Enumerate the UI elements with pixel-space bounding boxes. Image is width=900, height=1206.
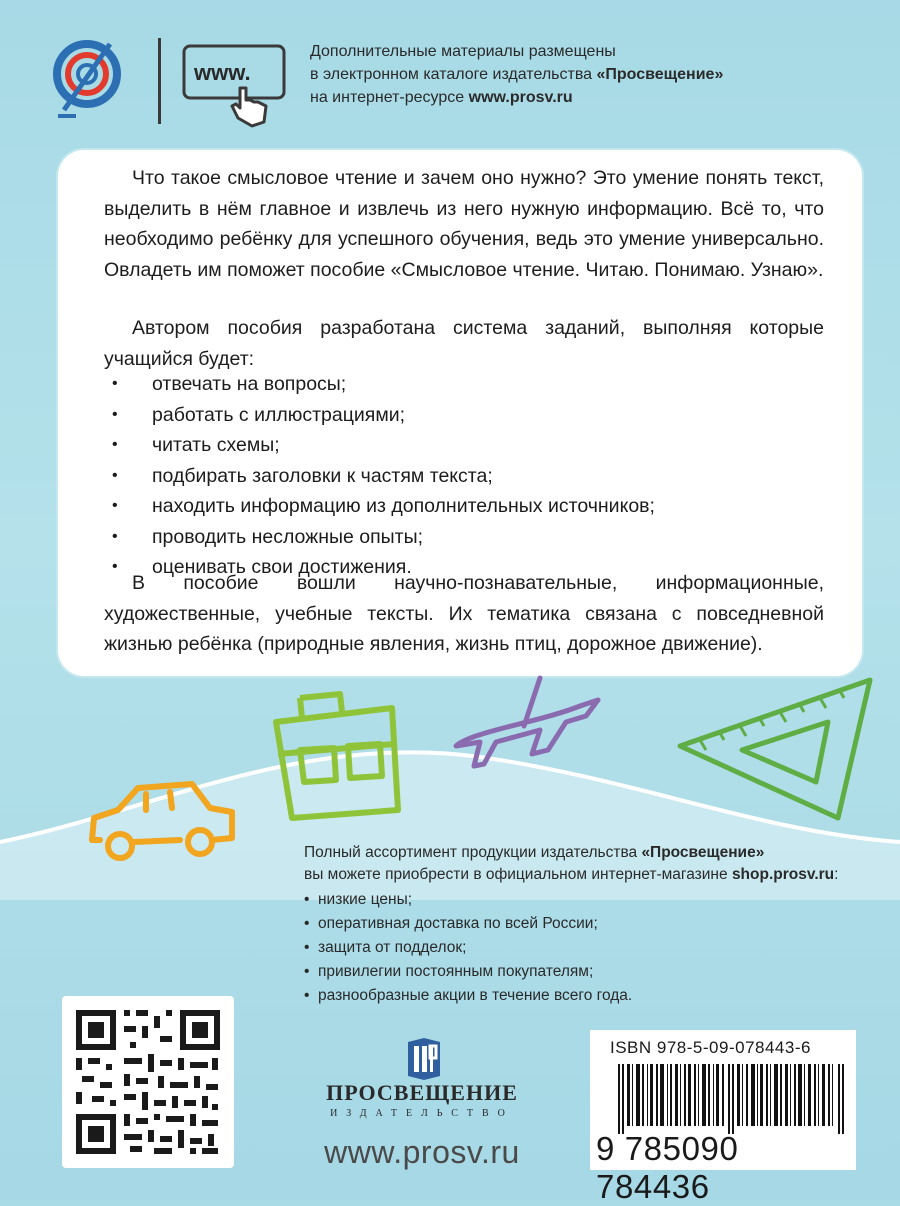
publisher-website[interactable]: www.prosv.ru [324, 1134, 520, 1170]
publisher-circle-logo-icon [52, 38, 122, 120]
list-item: • привилегии постоянным покупателям; [304, 963, 594, 980]
publisher-name-bold: «Просвещение» [596, 66, 724, 83]
qr-code-icon [62, 996, 234, 1168]
isbn-label: ISBN 978-5-09-078443-6 [610, 1038, 811, 1057]
shop-link[interactable]: shop.prosv.ru [731, 866, 835, 883]
website-link[interactable]: www.prosv.ru [468, 89, 573, 106]
online-store-info [304, 842, 884, 1008]
header-line-3: на интернет-ресурсе www.prosv.ru [310, 89, 573, 106]
list-item: • разнообразные акции в течение всего года. [304, 987, 633, 1004]
additional-materials-note [310, 40, 870, 109]
publisher-subtitle: ИЗДАТЕЛЬСТВО [330, 1108, 514, 1119]
list-item: • низкие цены; [304, 891, 413, 908]
list-item: • оперативная доставка по всей России; [304, 915, 598, 932]
airplane-icon [456, 678, 598, 766]
store-line-2: вы можете приобрести в официальном интернет-магазине shop.prosv.ru: [304, 866, 839, 883]
list-item: • отвечать на вопросы; [112, 373, 347, 395]
triangle-ruler-icon [680, 680, 870, 818]
store-benefits-list [304, 888, 884, 1008]
list-item: • защита от подделок; [304, 939, 467, 956]
description-paragraph-1: Что такое смысловое чтение и зачем оно нужно? Это умение понять текст, выделить в нём главное и извлечь из него нужную информацию. Всё то, что необходимо ребёнку для успешного обучения, ведь это умение универсально. Овладеть им поможет пособие «Смысловое чтение. Читаю. Понимаю. Узнаю». [104, 167, 824, 281]
barcode-icon [618, 1064, 844, 1134]
skills-list [104, 369, 824, 583]
list-item: • проводить несложные опыты; [112, 525, 424, 548]
store-line-1: Полный ассортимент продукции издательства «Просвещение» [304, 844, 765, 861]
description-paragraph-3: В пособие вошли научно-познавательные, информационные, художественные, учебные тексты. Их тематика связана с повседневной жизнью ребёнка (природные явления, жизнь птиц, дорожное движение). [104, 572, 824, 655]
qr-code[interactable] [62, 996, 234, 1168]
list-item: • находить информацию из дополнительных источников; [112, 495, 655, 517]
www-browser-icon [182, 42, 292, 132]
header-line-1: Дополнительные материалы размещены [310, 43, 616, 60]
list-item: • подбирать заголовки к частям текста; [112, 464, 493, 487]
list-item: • работать с иллюстрациями; [112, 403, 406, 426]
header-line-2: в электронном каталоге издательства «Просвещение» [310, 66, 724, 83]
publisher-book-logo-icon [404, 1036, 444, 1082]
list-item: • оценивать свои достижения. [112, 556, 412, 578]
description-paragraph-2: Автором пособия разработана система заданий, выполняя которые учащийся будет: [104, 317, 824, 370]
svg-text:www.: www. [194, 60, 251, 85]
list-item: • читать схемы; [112, 434, 280, 456]
barcode-number: 9 785090 784436 [596, 1130, 739, 1205]
publisher-name: ПРОСВЕЩЕНИЕ [326, 1080, 518, 1105]
header-divider [158, 38, 161, 124]
